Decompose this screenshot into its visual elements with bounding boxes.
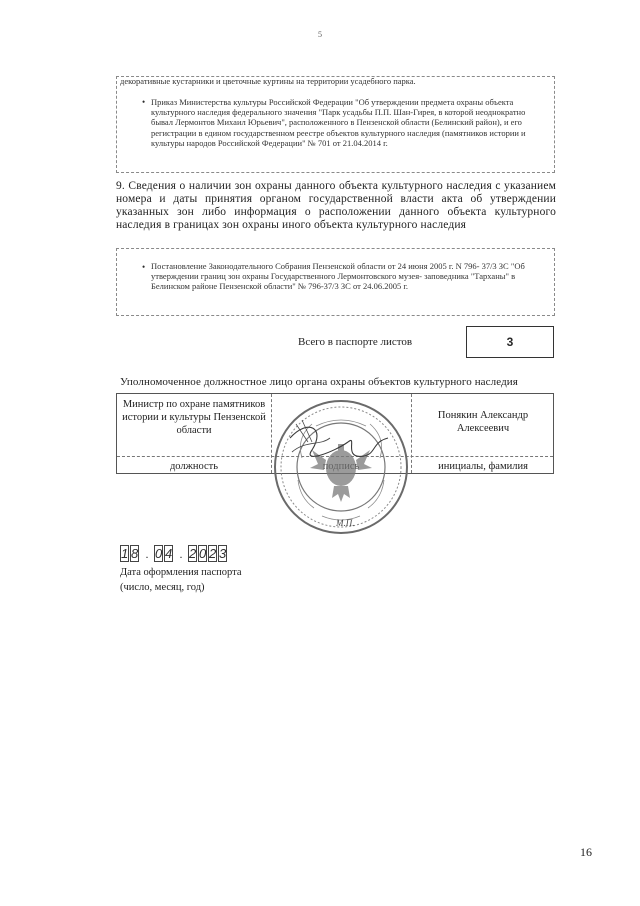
date-caption-line: Дата оформления паспорта <box>120 567 242 578</box>
order-bullet-text: Приказ Министерства культуры Российской Федерации "Об утверждении предмета охраны объекта культурного наследия федерального значения "Парк усадьбы П.П. Шан-Гирея, в которой неоднократно бывал Лермонтов Михаил Юрьевич", расположенного в Пензенской области (Белинский район), и его регистрации в едином государственном реестре объектов культурного наследия (памятников истории и культуры народов Российской Федерации" № 701 от 21.04.2014 г. <box>151 97 526 148</box>
date-year-digit: 3 <box>219 546 227 561</box>
date-day-digit: 1 <box>121 546 129 561</box>
section-9-heading: 9. Сведения о наличии зон охраны данного объекта культурного наследия с указанием номера и даты принятия органом государственной власти акта об утверждении указанных зон либо информация о расположении данного объекта культурного наследия в границах зон охраны иного объекта культурного наследия <box>116 180 556 231</box>
date-year-digit: 0 <box>199 546 207 561</box>
date-caption-format: (число, месяц, год) <box>120 582 205 593</box>
official-name: Понякин Александр Алексеевич <box>437 410 529 434</box>
passport-date <box>120 542 228 562</box>
date-year-digit: 2 <box>189 546 197 561</box>
date-month-digit: 0 <box>155 546 163 561</box>
position-caption: должность <box>169 461 219 472</box>
page-number-top: 5 <box>318 30 322 39</box>
total-sheets-value: 3 <box>466 326 554 358</box>
protection-zones-box <box>116 248 555 316</box>
page-number-footer: 16 <box>580 845 592 859</box>
bullet-icon: • <box>142 262 146 272</box>
official-seal-icon <box>272 398 410 536</box>
column-divider <box>411 394 412 473</box>
subject-of-protection-box <box>116 76 555 173</box>
date-year-digit: 2 <box>209 546 217 561</box>
total-sheets-label: Всего в паспорте листов <box>298 336 413 348</box>
name-caption: инициалы, фамилия <box>438 461 528 472</box>
bullet-icon: • <box>142 97 146 107</box>
date-month-digit: 4 <box>165 546 173 561</box>
date-separator: . <box>145 547 149 561</box>
date-day-digit: 8 <box>131 546 139 561</box>
official-position: Министр по охране памятников истории и культуры Пензенской области <box>122 399 266 436</box>
continuation-line: декоративные кустарники и цветочные куртины на территории усадебного парка. <box>120 76 416 86</box>
resolution-bullet-text: Постановление Законодательного Собрания Пензенской области от 24 июня 2005 г. N 796- 37/3 ЗС "Об утверждении границ зон охраны Государственного Лермонтовского музея- заповедника "Тарханы" в Белинском районе Пензенской области" № 796-37/3 ЗС от 24.06.2005 г. <box>151 261 525 292</box>
date-separator: . <box>179 547 183 561</box>
date-caption <box>120 565 241 595</box>
authorized-official-title: Уполномоченное должностное лицо органа охраны объектов культурного наследия <box>120 376 518 388</box>
seal-mark-label: М.П. <box>336 518 355 528</box>
